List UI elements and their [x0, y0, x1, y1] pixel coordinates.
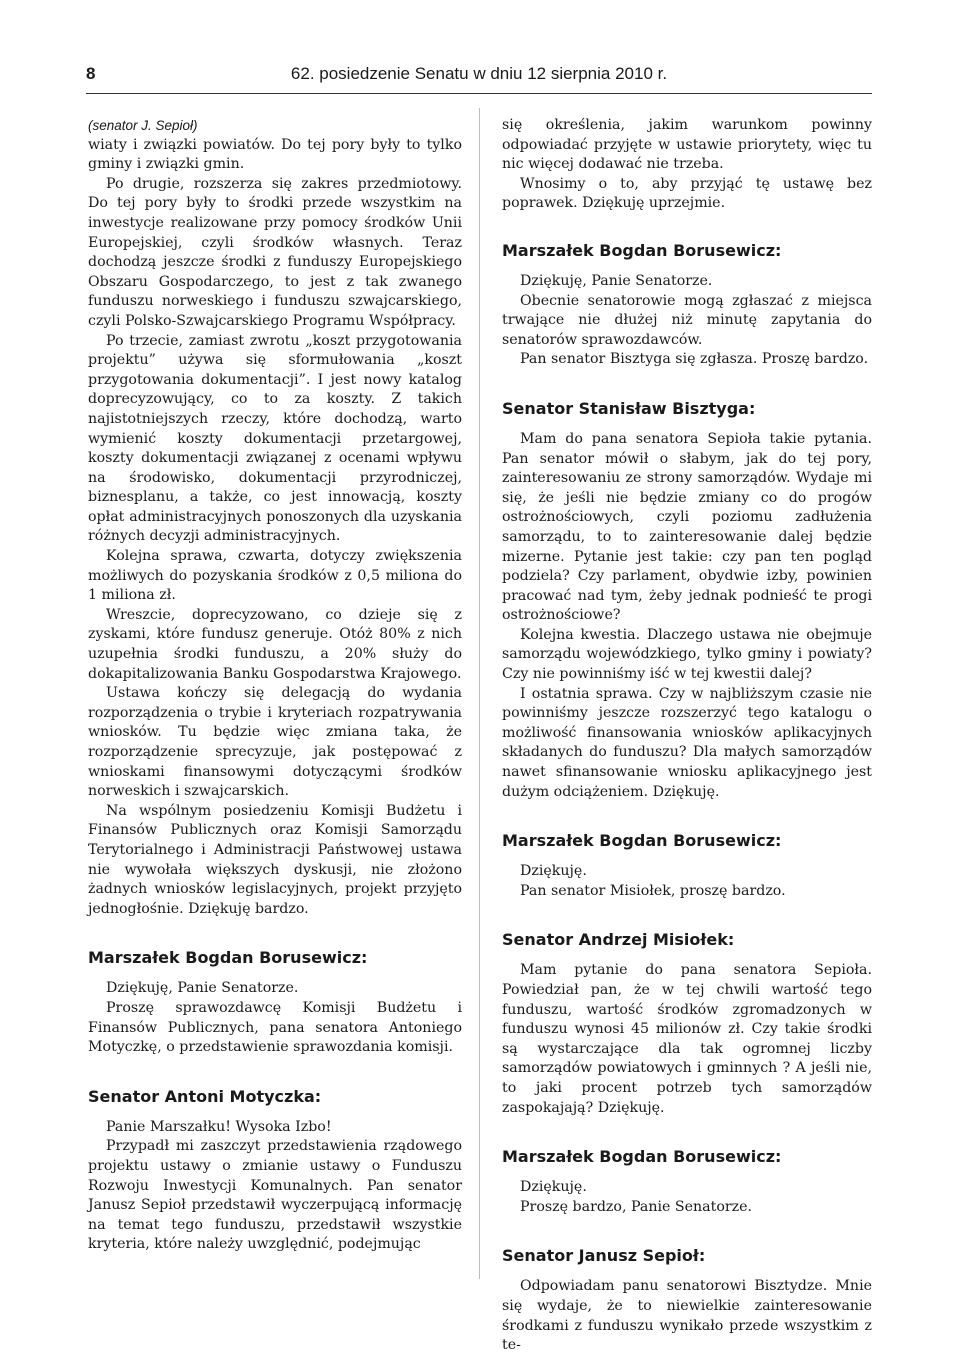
paragraph: Na wspólnym posiedzeniu Komisji Budżetu i Finansów Publicznych oraz Komisji Samorządu Terytorialnego i Administracji Państwowej ustawa nie wywołała większych dyskusji, nie złożono żadnych wniosków legislacyjnych, projekt przyjęto jednogłośnie. Dziękuję bardzo.	[88, 802, 462, 917]
header-rule	[86, 93, 872, 94]
paragraph: Proszę bardzo, Panie Senatorze.	[520, 1198, 753, 1215]
running-title: 62. posiedzenie Senatu w dniu 12 sierpnia 2010 r.	[290, 64, 668, 83]
paragraph: Kolejna sprawa, czwarta, dotyczy zwiększenia możliwych do pozyskania środków z 0,5 miliona do 1 miliona zł.	[88, 548, 462, 604]
paragraph: Pan senator Bisztyga się zgłasza. Proszę bardzo.	[520, 351, 869, 368]
paragraph: Mam do pana senatora Sepioła takie pytania. Pan senator mówił o słabym, jak do tej pory, zainteresowaniu ze strony samorządów. Wydaje mi się, że jeśli nie będzie zmiany co do progów ostrożnościowych, czyli poziomu zadłużenia samorządu, to to zainteresowanie dalej będzie mizerne. Pytanie jest takie: czy pan ten pogląd podziela? Czy parlament, obydwie izby, powinien pracować nad tym, żeby jednak podnieść te progi ostrożnościowe?	[502, 430, 872, 624]
paragraph: Po drugie, rozszerza się zakres przedmiotowy. Do tej pory były to środki przede wszystkim na inwestycje realizowane przy pomocy środków Unii Europejskiej, czyli środków własnych. Teraz dochodzą jeszcze środki z funduszy Europejskiego Obszaru Gospodarczego, to jest z tak zwanego funduszu norweskiego i funduszu szwajcarskiego, czyli Polsko-Szwajcarskiego Programu Współpracy.	[88, 175, 462, 329]
paragraph: Po trzecie, zamiast zwrotu „koszt przygotowania projektu” używa się sformułowania „koszt przygotowania dokumentacji”. I jest nowy katalog doprecyzowujący, co to za koszty. Z takich najistotniejszych rzeczy, które dochodzą, warto wymienić koszty dokumentacji przetargowej, koszty dokumentacji związanej z ocenami wpływu na środowisko, dokumentacji przyrodniczej, biznesplanu, a także, co jest innowacją, koszty opłat administracyjnych ponoszonych dla uzyskania różnych decyzji administracyjnych.	[88, 332, 462, 545]
paragraph: Dziękuję, Panie Senatorze.	[520, 272, 713, 289]
speaker-heading: Marszałek Bogdan Borusewicz:	[502, 1147, 782, 1167]
right-column	[502, 116, 872, 1354]
paragraph: Dziękuję.	[520, 1179, 587, 1196]
left-column	[88, 116, 462, 1276]
speaker-heading: Senator Janusz Sepioł:	[502, 1246, 706, 1266]
speaker-heading: Senator Antoni Motyczka:	[88, 1086, 322, 1106]
speaker-heading: Marszałek Bogdan Borusewicz:	[88, 948, 368, 968]
page-header	[86, 64, 872, 90]
paragraph: I ostatnia sprawa. Czy w najbliższym czasie nie powinniśmy jeszcze rozszerzyć tego katalogu o możliwość finansowania wniosków aplikacyjnych składanych do funduszu? Dla małych samorządów nawet sfinansowanie wniosku aplikacyjnego jest dużym odciążeniem. Dziękuję.	[502, 685, 872, 800]
paragraph: Panie Marszałku! Wysoka Izbo!	[106, 1118, 332, 1135]
paragraph: Proszę sprawozdawcę Komisji Budżetu i Finansów Publicznych, pana senatora Antoniego Motyczkę, o przedstawienie sprawozdania komisji.	[88, 999, 462, 1056]
column-divider	[479, 108, 480, 1279]
paragraph: Dziękuję.	[520, 863, 587, 880]
paragraph: Obecnie senatorowie mogą zgłaszać z miejsca trwające nie dłużej niż minutę zapytania do senatorów sprawozdawców.	[502, 292, 872, 348]
page-number: 8	[86, 64, 96, 83]
speaker-heading: Marszałek Bogdan Borusewicz:	[502, 240, 782, 260]
paragraph: wiaty i związki powiatów. Do tej pory były to tylko gminy i związki gmin.	[88, 136, 462, 173]
paragraph: Pan senator Misiołek, proszę bardzo.	[520, 882, 786, 899]
paragraph: Mam pytanie do pana senatora Sepioła. Powiedział pan, że w tej chwili wartość tego funduszu, wartość środków zgromadzonych w funduszu wynosi 45 milionów zł. Czy takie środki są wystarczające dla tak ogromnej liczby samorządów powiatowych i gminnych ? A jeśli nie, to jaki procent potrzeb tych samorządów zaspokajają? Dziękuję.	[502, 962, 872, 1116]
paragraph: Przypadł mi zaszczyt przedstawienia rządowego projektu ustawy o zmianie ustawy o Funduszu Rozwoju Inwestycji Komunalnych. Pan senator Janusz Sepioł przedstawił wyczerpującą informację na temat tego funduszu, przedstawił wszystkie kryteria, które należy uwzględnić, podejmując	[88, 1138, 462, 1253]
speaker-heading: Senator Andrzej Misiołek:	[502, 930, 735, 950]
speaker-heading: Marszałek Bogdan Borusewicz:	[502, 831, 782, 851]
speaker-heading: Senator Stanisław Bisztyga:	[502, 398, 756, 418]
paragraph: Wreszcie, doprecyzowano, co dzieje się z zyskami, które fundusz generuje. Otóż 80% z nich uzupełnia środki funduszu, a 20% służy do dokapitalizowania Banku Gospodarstwa Krajowego.	[88, 606, 462, 682]
paragraph: Ustawa kończy się delegacją do wydania rozporządzenia o trybie i kryteriach rozpatrywania wniosków. Tu będzie więc zmiana taka, że rozporządzenie sprecyzuje, jak postępować z wnioskami finansowymi dotyczącymi środków norweskich i szwajcarskich.	[88, 685, 462, 800]
paragraph: Kolejna kwestia. Dlaczego ustawa nie obejmuje samorządu wojewódzkiego, tylko gminy i powiaty? Czy nie powinniśmy iść w tej kwestii dalej?	[502, 626, 872, 683]
paragraph: Odpowiadam panu senatorowi Bisztydze. Mnie się wydaje, że to niewielkie zainteresowanie środkami z funduszu wynikało przede wszystkim z te-	[502, 1278, 872, 1354]
paragraph: się określenia, jakim warunkom powinny odpowiadać przyjęte w ustawie priorytety, więc tu nic więcej dodawać nie trzeba.	[502, 117, 872, 173]
speaker-attribution: (senator J. Sepioł)	[88, 118, 198, 133]
paragraph: Dziękuję, Panie Senatorze.	[106, 980, 299, 997]
paragraph: Wnosimy o to, aby przyjąć tę ustawę bez poprawek. Dziękuję uprzejmie.	[502, 175, 872, 212]
